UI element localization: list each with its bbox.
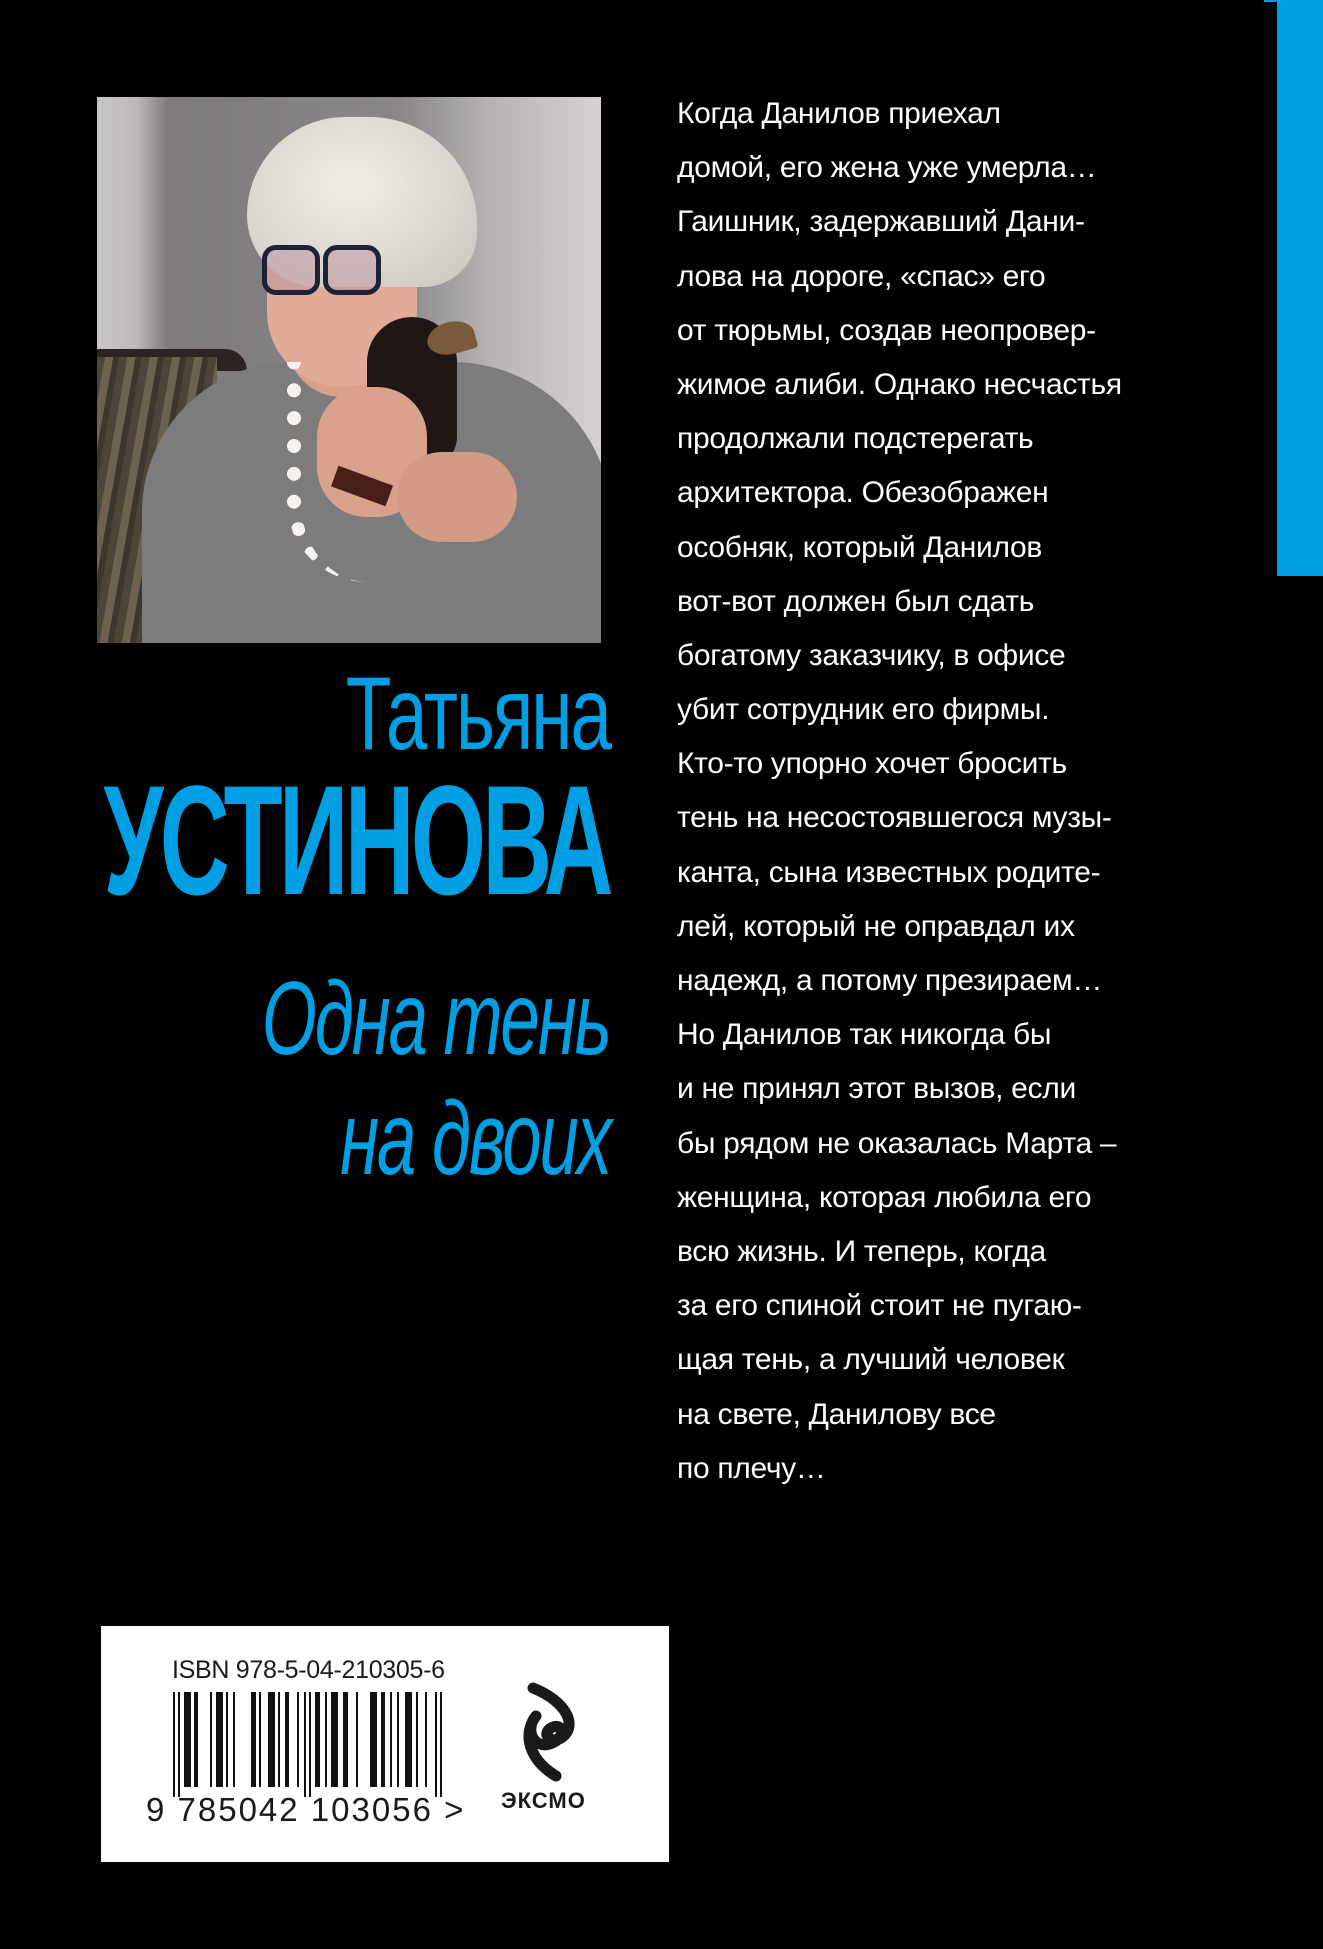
- annotation-line: всю жизнь. И теперь, когда: [677, 1234, 1046, 1268]
- photo-glasses-right: [323, 245, 381, 295]
- annotation-line: убит сотрудник его фирмы.: [677, 693, 1050, 727]
- annotation-line: бы рядом не оказалась Марта –: [677, 1126, 1117, 1160]
- annotation-line: от тюрьмы, создав неопровер-: [677, 313, 1096, 347]
- isbn-label: ISBN 978-5-04-210305-6: [172, 1656, 445, 1684]
- annotation-line: жимое алиби. Однако несчастья: [677, 367, 1122, 401]
- author-first-name: Татьяна: [345, 656, 610, 772]
- publisher-name: ЭКСМО: [501, 1788, 586, 1813]
- barcode-panel: [101, 1626, 669, 1862]
- annotation-line: богатому заказчику, в офисе: [677, 638, 1066, 672]
- annotation-line: тень на несостоявшегося музы-: [677, 801, 1112, 835]
- book-annotation: [677, 87, 1197, 1496]
- annotation-line: Когда Данилов приехал: [677, 97, 1001, 130]
- annotation-line: канта, сына известных родите-: [677, 855, 1101, 889]
- annotation-line: Кто-то упорно хочет бросить: [677, 747, 1067, 781]
- photo-hand: [397, 452, 517, 542]
- barcode-icon: [173, 1692, 445, 1797]
- eksmo-logo-icon: [511, 1676, 591, 1786]
- book-title-line-2: на двоих: [339, 1081, 610, 1197]
- spine-accent-notch: [1264, 0, 1277, 2]
- title-block: [90, 655, 610, 1197]
- spine-accent-stripe: [1277, 0, 1323, 576]
- annotation-line: женщина, которая любила его: [677, 1180, 1092, 1214]
- annotation-line: домой, его жена уже умерла…: [677, 151, 1097, 185]
- barcode-digits: 9 785042 103056 >: [146, 1791, 466, 1828]
- annotation-line: лова на дороге, «спас» его: [677, 259, 1046, 293]
- annotation-line: продолжали подстерегать: [677, 422, 1034, 456]
- photo-glasses-left: [262, 245, 320, 295]
- annotation-line: по плечу…: [677, 1451, 826, 1485]
- annotation-line: и не принял этот вызов, если: [677, 1072, 1076, 1106]
- annotation-line: Но Данилов так никогда бы: [677, 1018, 1052, 1052]
- annotation-line: архитектора. Обезображен: [677, 476, 1049, 510]
- author-last-name: УСТИНОВА: [103, 754, 610, 928]
- annotation-line: на свете, Данилову все: [677, 1397, 996, 1431]
- book-title-line-1: Одна тень: [262, 961, 610, 1077]
- author-photo: [97, 97, 601, 643]
- annotation-line: надежд, а потому презираем…: [677, 964, 1103, 997]
- annotation-line: вот-вот должен был сдать: [677, 584, 1035, 618]
- annotation-line: за его спиной стоит не пугаю-: [677, 1289, 1082, 1323]
- annotation-line: Гаишник, задержавший Дани-: [677, 205, 1085, 239]
- annotation-line: щая тень, а лучший человек: [677, 1343, 1065, 1377]
- annotation-line: особняк, который Данилов: [677, 530, 1043, 564]
- annotation-line: лей, который не оправдал их: [677, 909, 1075, 943]
